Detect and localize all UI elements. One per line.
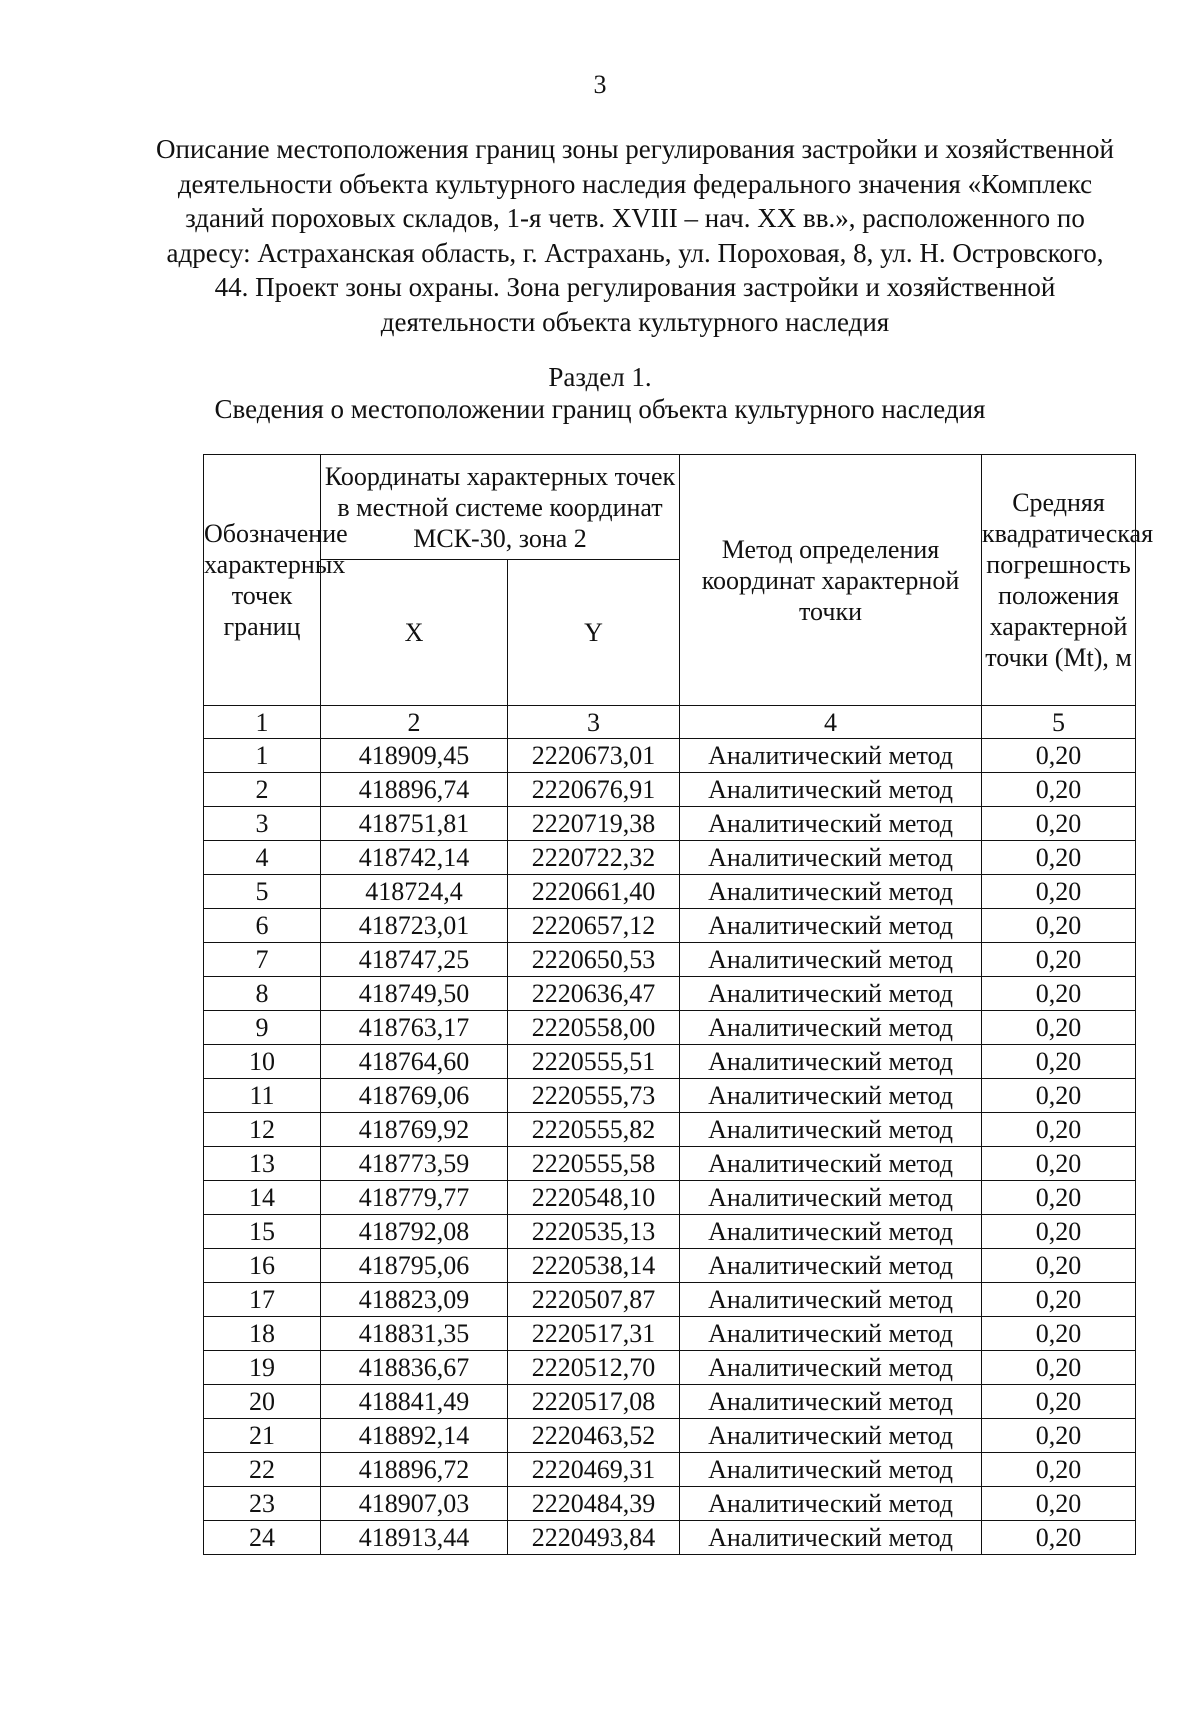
x-coordinate-cell: 418751,81 — [321, 807, 508, 841]
table-row — [204, 1317, 1136, 1351]
header-method: Метод определения координат характерной точки — [680, 455, 982, 706]
point-number-cell: 24 — [204, 1521, 321, 1555]
table-row — [204, 1147, 1136, 1181]
method-cell: Аналитический метод — [680, 977, 982, 1011]
column-number: 4 — [680, 706, 982, 739]
error-cell: 0,20 — [982, 977, 1136, 1011]
column-number-row — [204, 706, 1136, 739]
table-row — [204, 1113, 1136, 1147]
x-coordinate-cell: 418896,72 — [321, 1453, 508, 1487]
error-cell: 0,20 — [982, 1045, 1136, 1079]
x-coordinate-cell: 418907,03 — [321, 1487, 508, 1521]
x-coordinate-cell: 418892,14 — [321, 1419, 508, 1453]
table-row — [204, 1079, 1136, 1113]
point-number-cell: 7 — [204, 943, 321, 977]
method-cell: Аналитический метод — [680, 807, 982, 841]
point-number-cell: 16 — [204, 1249, 321, 1283]
error-cell: 0,20 — [982, 909, 1136, 943]
x-coordinate-cell: 418909,45 — [321, 739, 508, 773]
header-designation: Обозначение характерных точек границ — [204, 455, 321, 706]
x-coordinate-cell: 418749,50 — [321, 977, 508, 1011]
method-cell: Аналитический метод — [680, 1113, 982, 1147]
table-row — [204, 977, 1136, 1011]
error-cell: 0,20 — [982, 1079, 1136, 1113]
y-coordinate-cell: 2220548,10 — [508, 1181, 680, 1215]
error-cell: 0,20 — [982, 1487, 1136, 1521]
x-coordinate-cell: 418773,59 — [321, 1147, 508, 1181]
point-number-cell: 4 — [204, 841, 321, 875]
table-row — [204, 841, 1136, 875]
point-number-cell: 23 — [204, 1487, 321, 1521]
y-coordinate-cell: 2220661,40 — [508, 875, 680, 909]
document-description: Описание местоположения границ зоны регулирования застройки и хозяйственной деятельности объекта культурного наследия федерального значения «Комплекс зданий пороховых складов, 1-я четв. XVIII – нач. XX вв.», расположенного по адресу: Астраханская область, г. Астрахань, ул. Пороховая, 8, ул. Н. Островского, 44. Проект зоны охраны. Зона регулирования застройки и хозяйственной деятельности объекта культурного наследия — [156, 134, 1114, 337]
page-number: 3 — [593, 70, 607, 99]
column-number: 3 — [508, 706, 680, 739]
x-coordinate-cell: 418841,49 — [321, 1385, 508, 1419]
error-cell: 0,20 — [982, 1351, 1136, 1385]
point-number-cell: 3 — [204, 807, 321, 841]
table-row — [204, 1453, 1136, 1487]
x-coordinate-cell: 418795,06 — [321, 1249, 508, 1283]
table-row — [204, 773, 1136, 807]
table-row — [204, 1419, 1136, 1453]
point-number-cell: 2 — [204, 773, 321, 807]
error-cell: 0,20 — [982, 875, 1136, 909]
error-cell: 0,20 — [982, 1317, 1136, 1351]
y-coordinate-cell: 2220517,31 — [508, 1317, 680, 1351]
method-cell: Аналитический метод — [680, 943, 982, 977]
method-cell: Аналитический метод — [680, 1487, 982, 1521]
coordinates-table — [203, 454, 1154, 1555]
x-coordinate-cell: 418764,60 — [321, 1045, 508, 1079]
point-number-cell: 12 — [204, 1113, 321, 1147]
y-coordinate-cell: 2220657,12 — [508, 909, 680, 943]
point-number-cell: 20 — [204, 1385, 321, 1419]
error-cell: 0,20 — [982, 1453, 1136, 1487]
y-coordinate-cell: 2220555,82 — [508, 1113, 680, 1147]
column-number: 5 — [982, 706, 1136, 739]
method-cell: Аналитический метод — [680, 1147, 982, 1181]
method-cell: Аналитический метод — [680, 1419, 982, 1453]
y-coordinate-cell: 2220555,73 — [508, 1079, 680, 1113]
error-cell: 0,20 — [982, 1215, 1136, 1249]
table-row — [204, 875, 1136, 909]
header-x: X — [321, 560, 508, 706]
x-coordinate-cell: 418769,06 — [321, 1079, 508, 1113]
method-cell: Аналитический метод — [680, 1283, 982, 1317]
x-coordinate-cell: 418779,77 — [321, 1181, 508, 1215]
method-cell: Аналитический метод — [680, 1079, 982, 1113]
method-cell: Аналитический метод — [680, 841, 982, 875]
x-coordinate-cell: 418742,14 — [321, 841, 508, 875]
point-number-cell: 14 — [204, 1181, 321, 1215]
y-coordinate-cell: 2220555,51 — [508, 1045, 680, 1079]
x-coordinate-cell: 418896,74 — [321, 773, 508, 807]
y-coordinate-cell: 2220722,32 — [508, 841, 680, 875]
table-row — [204, 1351, 1136, 1385]
point-number-cell: 18 — [204, 1317, 321, 1351]
method-cell: Аналитический метод — [680, 739, 982, 773]
table-body — [204, 739, 1136, 1555]
method-cell: Аналитический метод — [680, 875, 982, 909]
point-number-cell: 22 — [204, 1453, 321, 1487]
x-coordinate-cell: 418723,01 — [321, 909, 508, 943]
header-y: Y — [508, 560, 680, 706]
column-number: 2 — [321, 706, 508, 739]
x-coordinate-cell: 418724,4 — [321, 875, 508, 909]
table-row — [204, 1249, 1136, 1283]
point-number-cell: 11 — [204, 1079, 321, 1113]
method-cell: Аналитический метод — [680, 1011, 982, 1045]
method-cell: Аналитический метод — [680, 1181, 982, 1215]
column-number: 1 — [204, 706, 321, 739]
error-cell: 0,20 — [982, 1521, 1136, 1555]
y-coordinate-cell: 2220517,08 — [508, 1385, 680, 1419]
method-cell: Аналитический метод — [680, 1351, 982, 1385]
table-row — [204, 807, 1136, 841]
x-coordinate-cell: 418823,09 — [321, 1283, 508, 1317]
error-cell: 0,20 — [982, 1147, 1136, 1181]
point-number-cell: 6 — [204, 909, 321, 943]
error-cell: 0,20 — [982, 1385, 1136, 1419]
y-coordinate-cell: 2220512,70 — [508, 1351, 680, 1385]
table-row — [204, 943, 1136, 977]
y-coordinate-cell: 2220555,58 — [508, 1147, 680, 1181]
x-coordinate-cell: 418792,08 — [321, 1215, 508, 1249]
point-number-cell: 8 — [204, 977, 321, 1011]
table-row — [204, 739, 1136, 773]
error-cell: 0,20 — [982, 1181, 1136, 1215]
error-cell: 0,20 — [982, 807, 1136, 841]
method-cell: Аналитический метод — [680, 909, 982, 943]
y-coordinate-cell: 2220673,01 — [508, 739, 680, 773]
y-coordinate-cell: 2220538,14 — [508, 1249, 680, 1283]
point-number-cell: 19 — [204, 1351, 321, 1385]
section-label: Раздел 1. — [548, 362, 652, 392]
error-cell: 0,20 — [982, 1011, 1136, 1045]
method-cell: Аналитический метод — [680, 1521, 982, 1555]
y-coordinate-cell: 2220493,84 — [508, 1521, 680, 1555]
x-coordinate-cell: 418831,35 — [321, 1317, 508, 1351]
error-cell: 0,20 — [982, 1249, 1136, 1283]
y-coordinate-cell: 2220676,91 — [508, 773, 680, 807]
error-cell: 0,20 — [982, 739, 1136, 773]
error-cell: 0,20 — [982, 1113, 1136, 1147]
y-coordinate-cell: 2220719,38 — [508, 807, 680, 841]
point-number-cell: 5 — [204, 875, 321, 909]
point-number-cell: 21 — [204, 1419, 321, 1453]
x-coordinate-cell: 418836,67 — [321, 1351, 508, 1385]
section-title: Сведения о местоположении границ объекта культурного наследия — [214, 394, 986, 424]
point-number-cell: 10 — [204, 1045, 321, 1079]
table-row — [204, 1385, 1136, 1419]
method-cell: Аналитический метод — [680, 1045, 982, 1079]
error-cell: 0,20 — [982, 1283, 1136, 1317]
x-coordinate-cell: 418769,92 — [321, 1113, 508, 1147]
point-number-cell: 15 — [204, 1215, 321, 1249]
y-coordinate-cell: 2220558,00 — [508, 1011, 680, 1045]
x-coordinate-cell: 418763,17 — [321, 1011, 508, 1045]
y-coordinate-cell: 2220650,53 — [508, 943, 680, 977]
y-coordinate-cell: 2220469,31 — [508, 1453, 680, 1487]
table-row — [204, 1045, 1136, 1079]
method-cell: Аналитический метод — [680, 1249, 982, 1283]
error-cell: 0,20 — [982, 773, 1136, 807]
table-row — [204, 1283, 1136, 1317]
method-cell: Аналитический метод — [680, 773, 982, 807]
method-cell: Аналитический метод — [680, 1453, 982, 1487]
x-coordinate-cell: 418747,25 — [321, 943, 508, 977]
point-number-cell: 17 — [204, 1283, 321, 1317]
y-coordinate-cell: 2220463,52 — [508, 1419, 680, 1453]
point-number-cell: 9 — [204, 1011, 321, 1045]
header-coordinates-group: Координаты характерных точек в местной системе координат МСК-30, зона 2 — [321, 455, 680, 560]
point-number-cell: 13 — [204, 1147, 321, 1181]
method-cell: Аналитический метод — [680, 1317, 982, 1351]
table-row — [204, 1181, 1136, 1215]
error-cell: 0,20 — [982, 1419, 1136, 1453]
table-row — [204, 909, 1136, 943]
table-row — [204, 1521, 1136, 1555]
table-row — [204, 1215, 1136, 1249]
method-cell: Аналитический метод — [680, 1215, 982, 1249]
y-coordinate-cell: 2220535,13 — [508, 1215, 680, 1249]
table-row — [204, 1011, 1136, 1045]
header-error: Средняя квадратическая погрешность положения характерной точки (Mt), м — [982, 455, 1136, 706]
table-row — [204, 1487, 1136, 1521]
error-cell: 0,20 — [982, 841, 1136, 875]
y-coordinate-cell: 2220484,39 — [508, 1487, 680, 1521]
x-coordinate-cell: 418913,44 — [321, 1521, 508, 1555]
method-cell: Аналитический метод — [680, 1385, 982, 1419]
y-coordinate-cell: 2220636,47 — [508, 977, 680, 1011]
error-cell: 0,20 — [982, 943, 1136, 977]
y-coordinate-cell: 2220507,87 — [508, 1283, 680, 1317]
point-number-cell: 1 — [204, 739, 321, 773]
